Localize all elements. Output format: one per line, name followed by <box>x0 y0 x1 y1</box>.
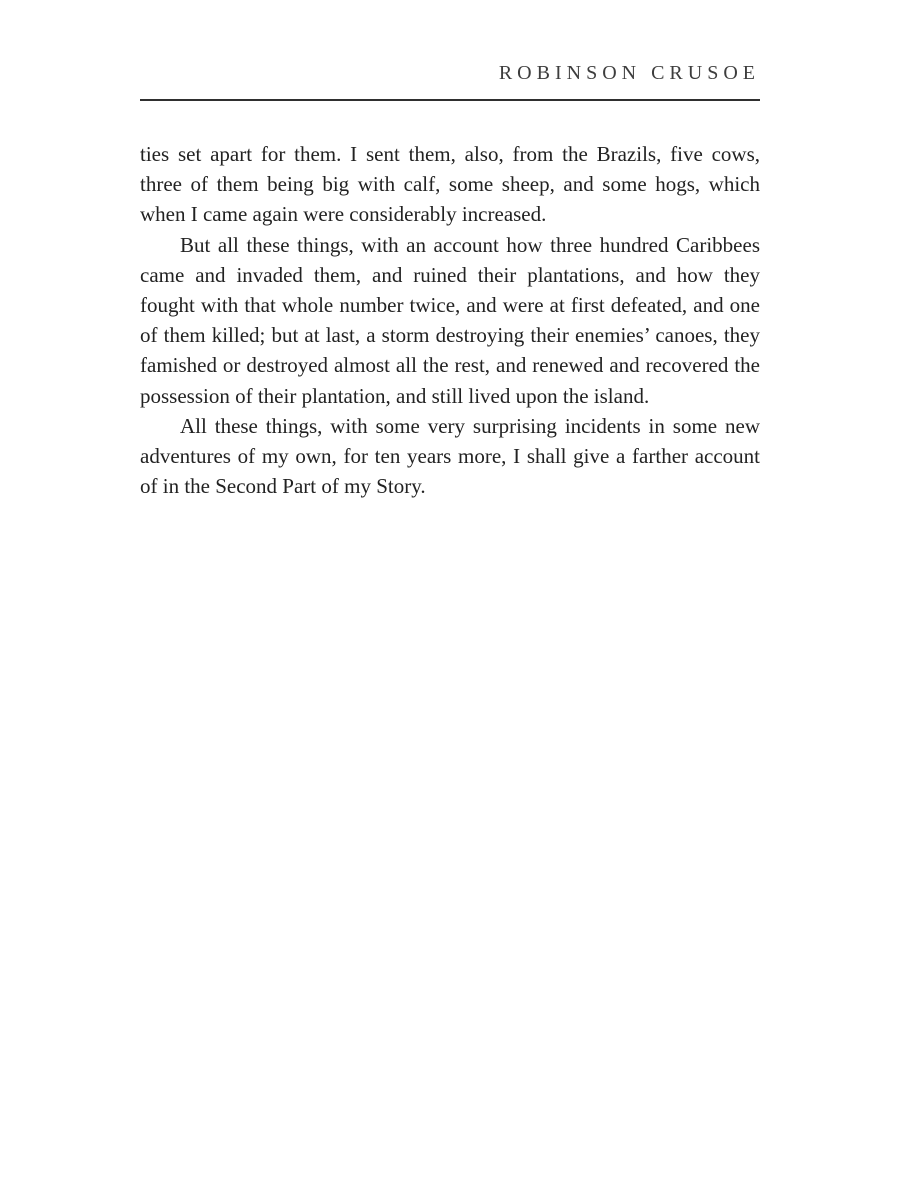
body-text <box>140 139 760 501</box>
running-head-title: ROBINSON CRUSOE <box>498 62 760 84</box>
header-rule <box>140 99 760 101</box>
paragraph: But all these things, with an account how three hundred Caribbees came and invaded them, and ruined their plantations, and how they fought with that whole number twice, and were at first defeated, and one of them killed; but at last, a storm destroying their enemies’ canoes, they famished or destroyed almost all the rest, and renewed and recovered the possession of their plantation, and still lived upon the island. <box>140 232 760 408</box>
paragraph: ties set apart for them. I sent them, also, from the Brazils, five cows, three of them being big with calf, some sheep, and some hogs, which when I came again were considerably increased. <box>140 142 760 227</box>
page-content <box>140 0 760 501</box>
paragraph: All these things, with some very surprising incidents in some new adventures of my own, for ten years more, I shall give a farther account of in the Second Part of my Story. <box>140 413 760 499</box>
